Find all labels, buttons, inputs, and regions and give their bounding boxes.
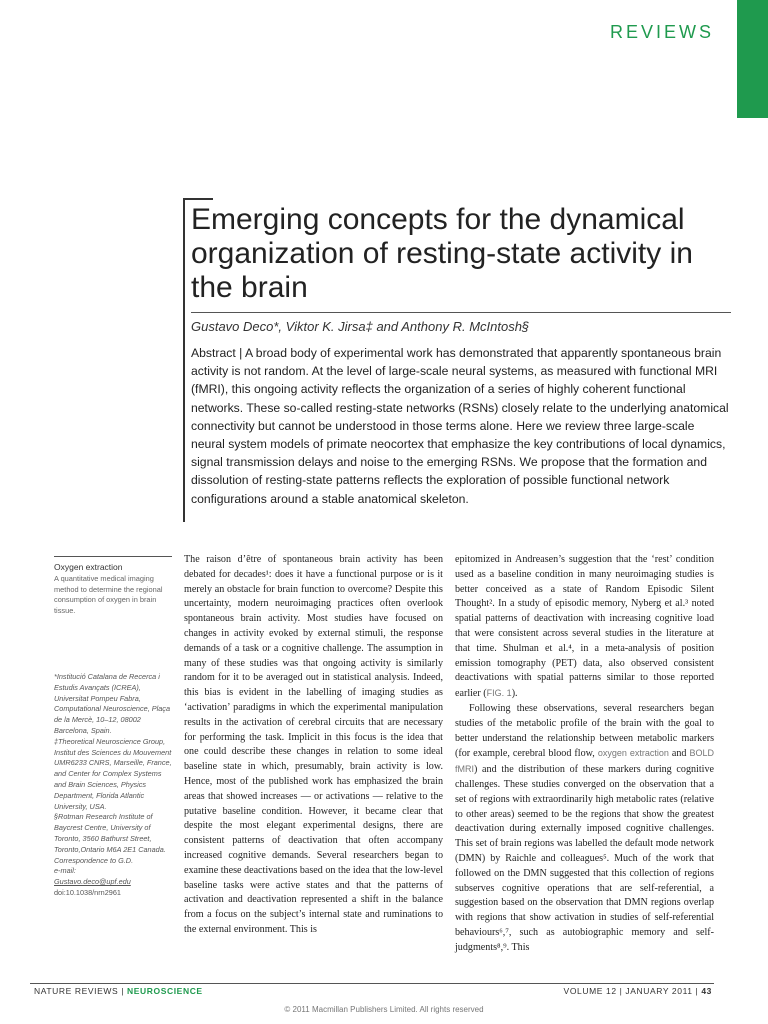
- affiliation-3: §Rotman Research Institute of Baycrest Centre, University of Toronto, 3560 Bathurst Street, Toronto,Ontario M6A 2E1 Canada.: [54, 812, 166, 854]
- body-column-1: [184, 553, 443, 938]
- glossary-sidebar: [54, 556, 172, 616]
- title-separator: [191, 312, 731, 313]
- article-authors: Gustavo Deco*, Viktor K. Jirsa‡ and Anthony R. McIntosh§: [191, 319, 530, 334]
- journal-section: NEUROSCIENCE: [127, 986, 203, 996]
- section-color-tab: [737, 0, 768, 118]
- paragraph: [455, 553, 714, 702]
- correspondence: Correspondence to G.D.: [54, 855, 134, 865]
- text-run: epitomized in Andreasen’s suggestion that the ‘rest’ condition used as a baseline condition in many neuroimaging studies is better conceived as a state of Random Episodic Silent Thought². In a study of episodic memory, Nyberg et al.³ noted spatial patterns of deactivation with increasing cognitive load that were consistent across several studies in the literature at that time. Shulman et al.⁴, in a meta-analysis of position emission tomography (PET) data, also observed consistent deactivations with spatial patterns similar to those reported earlier (: [455, 554, 714, 700]
- email-label: e-mail:: [54, 866, 76, 876]
- page-number: 43: [701, 986, 712, 996]
- text-run: and: [668, 748, 690, 760]
- article-abstract: Abstract | A broad body of experimental work has demonstrated that apparently spontaneous brain activity is not random. At the level of large-scale neural systems, as measured with functional MRI (fMRI), this ongoing activity reflects the organization of a series of highly coherent functional networks. These so-called resting-state networks (RSNs) closely relate to the underlying anatomical connectivity but cannot be understood in those terms alone. Here we review three large-scale neural system models of primate neocortex that emphasize the key contributions of local dynamics, signal transmission delays and noise to the emerging RSNs. We propose that the formation and dissolution of resting-state patterns reflects the exploration of possible functional network configurations around a stable anatomical skeleton.: [191, 346, 729, 506]
- title-vertical-rule: [183, 200, 185, 522]
- footer-rule: [30, 983, 714, 984]
- title-corner-rule: [183, 198, 213, 200]
- journal-name: NATURE REVIEWS: [34, 986, 119, 996]
- affiliation-1: *Institució Catalana de Recerca i Estudis Avançats (ICREA), Universitat Pompeu Fabra, Computational Neuroscience, Plaça de la Mercè, 10–12, 08002 Barcelona, Spain.: [54, 672, 171, 735]
- figure-reference-link[interactable]: FIG. 1: [486, 688, 512, 699]
- volume-date: VOLUME 12 | JANUARY 2011 |: [563, 986, 699, 996]
- text-run: ).: [511, 688, 518, 700]
- article-title: Emerging concepts for the dynamical organization of resting-state activity in the brain: [191, 203, 693, 304]
- glossary-link-oxygen-extraction[interactable]: oxygen extraction: [597, 748, 669, 759]
- text-run: ) and the distribution of these markers during cognitive challenges. These studies converged on the observation that a set of regions with extraordinarily high metabolic rates (relative to other areas) seemed to be the regions that show the greatest deactivation during externally imposed cognitive challenges. This set of brain regions was labelled the default mode network (DMN) by Raichle and colleagues⁵. Much of the work that followed on the DMN suggested that this collection of regions subserves cognitive operations that are self-referential, a suggestion based on the observation that DMN regions overlap with regions that show activation in studies of self-referential behaviours⁶,⁷, such as autobiographic memory and self-judgments⁸,⁹. This: [455, 764, 714, 953]
- body-column-2: [455, 553, 714, 956]
- author-affiliations: [54, 672, 172, 899]
- footer-journal: NATURE REVIEWS | NEUROSCIENCE: [34, 986, 203, 996]
- glossary-term: Oxygen extraction: [54, 562, 123, 572]
- doi: doi:10.1038/nrn2961: [54, 887, 121, 897]
- paragraph: [455, 702, 714, 956]
- section-label: REVIEWS: [609, 22, 714, 42]
- affiliation-2: ‡Theoretical Neuroscience Group, Institut des Sciences du Mouvement UMR6233 CNRS, Marseille, France, and Center for Complex Systems and Brain Sciences, Physics Department, Florida Atlantic University, USA.: [54, 736, 172, 811]
- paragraph: The raison d’être of spontaneous brain activity has been debated for decades¹: does it have a functional purpose or is it merely an obstacle for brain function to overcome? Despite this uncertainty, modern neuroimaging practices often overlook spontaneous brain activity. Most studies have focused on changes in activity evoked by external stimuli, the response demands of a task or a cognitive challenge. The assumption in many of these studies was that ongoing activity is similarly random for it to be averaged out in statistical analysis. Indeed, this bias is evident in the labelling of imaging studies as ‘activation’ paradigms in which the experimental manipulation results in the activation of cerebral circuits that are necessary for performing the task. Implicit in this focus is the idea that one could describe these changes in relation to some ideal baseline state in which, presumably, brain activity is low. Hence, most of the published work has emphasized the brain areas that showed increases — or activations — relative to the putative baseline condition. However, it became clear that despite the most elegant experimental designs, there are consistent patterns of deactivation that often accompany increased cognitive demands. Several researchers began to examine these deactivations based on the idea that the low-level baseline tasks were active states and that the patterns of activation and deactivation represented a shift in the balance from a focus on the subject’s internal state and ruminations to the external environment. This is: [184, 554, 443, 935]
- glossary-link-bold-fmri[interactable]: BOLD fMRI: [455, 748, 714, 775]
- glossary-definition: A quantitative medical imaging method to determine the regional consumption of oxygen in brain tissue.: [54, 574, 163, 615]
- email-link[interactable]: Gustavo.deco@upf.edu: [54, 877, 131, 887]
- footer-volume: [564, 986, 712, 996]
- copyright-notice: © 2011 Macmillan Publishers Limited. All rights reserved: [284, 1005, 484, 1014]
- text-run: Following these observations, several researchers began studies of the metabolic profile of the brain with the goal to better understand the relationship between metabolic markers (for example, cerebral blood flow,: [455, 702, 714, 760]
- glossary-rule: [54, 556, 172, 557]
